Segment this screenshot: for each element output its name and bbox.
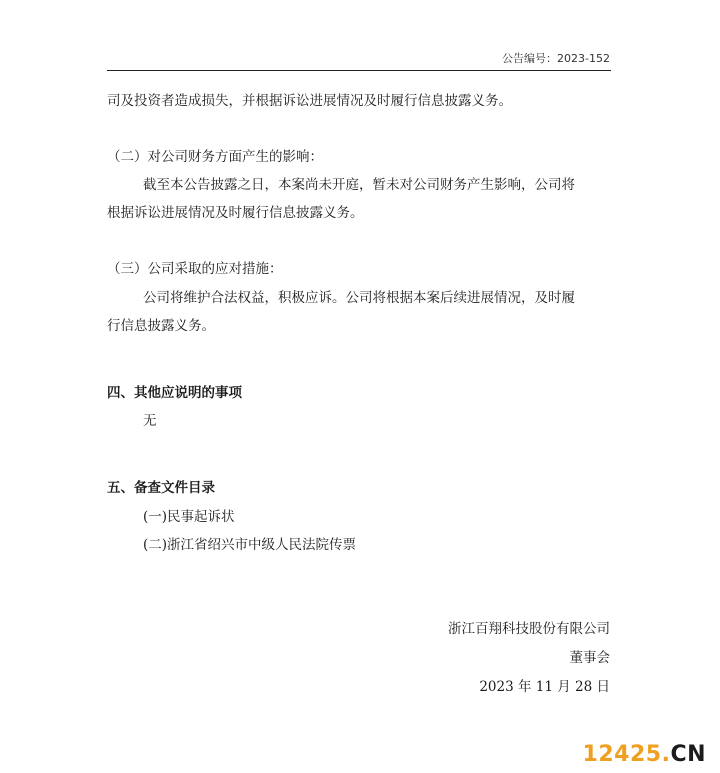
paragraph-line: 公司将维护合法权益，积极应诉。公司将根据本案后续进展情况，及时履 bbox=[143, 290, 575, 306]
signature-date: 2023 年 11 月 28 日 bbox=[479, 679, 610, 695]
announcement-number: 公告编号：2023-152 bbox=[502, 52, 610, 65]
paragraph-line: 截至本公告披露之日，本案尚未开庭，暂未对公司财务产生影响，公司将 bbox=[143, 177, 575, 193]
section-content: 无 bbox=[143, 413, 157, 429]
section-title-reference-documents: 五、备查文件目录 bbox=[107, 480, 215, 496]
subsection-title-measures: （三）公司采取的应对措施： bbox=[107, 261, 283, 277]
paragraph-line: 司及投资者造成损失，并根据诉讼进展情况及时履行信息披露义务。 bbox=[107, 93, 512, 109]
section-title-other-matters: 四、其他应说明的事项 bbox=[107, 385, 242, 401]
reference-item: (二)浙江省绍兴市中级人民法院传票 bbox=[143, 537, 357, 553]
reference-item: (一)民事起诉状 bbox=[143, 509, 235, 525]
watermark-suffix: CN bbox=[670, 742, 706, 767]
watermark-number: 12425 bbox=[582, 742, 662, 767]
watermark-dot: . bbox=[661, 742, 671, 767]
signature-board: 董事会 bbox=[569, 650, 610, 666]
subsection-title-financial-impact: （二）对公司财务方面产生的影响： bbox=[107, 149, 323, 165]
site-watermark bbox=[583, 742, 706, 767]
paragraph-line: 行信息披露义务。 bbox=[107, 318, 215, 334]
signature-company: 浙江百翔科技股份有限公司 bbox=[448, 621, 610, 637]
header-divider bbox=[107, 70, 611, 71]
paragraph-line: 根据诉讼进展情况及时履行信息披露义务。 bbox=[107, 205, 364, 221]
